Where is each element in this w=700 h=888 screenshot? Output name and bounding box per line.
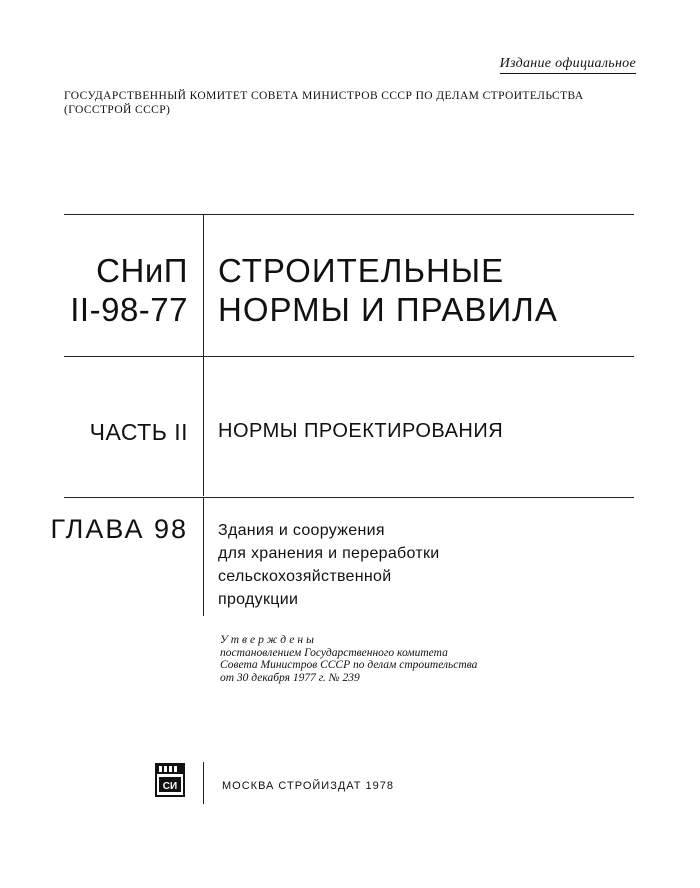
approval-line-2: постановлением Государственного комитета bbox=[220, 646, 448, 659]
code-line-2: II-98-77 bbox=[70, 291, 188, 328]
chapter-title bbox=[218, 519, 440, 611]
divider-upper bbox=[203, 214, 204, 496]
chapter-title-line-3: сельскохозяйственной bbox=[218, 568, 392, 585]
rule-lower bbox=[64, 497, 634, 498]
svg-text:СИ: СИ bbox=[162, 781, 178, 792]
publisher-logo-icon bbox=[155, 763, 185, 797]
divider-footer bbox=[203, 762, 204, 804]
chapter-title-line-4: продукции bbox=[218, 591, 299, 608]
issuer-line-2: (ГОССТРОЙ СССР) bbox=[64, 104, 171, 116]
code-line-1: СНиП bbox=[96, 252, 188, 289]
divider-lower bbox=[203, 498, 204, 616]
publisher-line: МОСКВА СТРОЙИЗДАТ 1978 bbox=[222, 780, 395, 792]
title-line-2: НОРМЫ И ПРАВИЛА bbox=[218, 291, 558, 328]
document-title bbox=[218, 251, 558, 329]
document-code bbox=[70, 251, 188, 329]
rule-middle bbox=[64, 356, 634, 357]
chapter-title-line-2: для хранения и переработки bbox=[218, 545, 440, 562]
chapter-label: ГЛАВА 98 bbox=[50, 514, 188, 544]
title-line-1: СТРОИТЕЛЬНЫЕ bbox=[218, 252, 505, 289]
approval-note bbox=[220, 634, 477, 684]
issuer-line-1: ГОСУДАРСТВЕННЫЙ КОМИТЕТ СОВЕТА МИНИСТРОВ СССР ПО ДЕЛАМ СТРОИТЕЛЬСТВА bbox=[64, 90, 584, 102]
part-title: НОРМЫ ПРОЕКТИРОВАНИЯ bbox=[218, 420, 504, 442]
approval-line-4: от 30 декабря 1977 г. № 239 bbox=[220, 671, 360, 684]
chapter-title-line-1: Здания и сооружения bbox=[218, 522, 385, 539]
issuer-block bbox=[64, 89, 584, 117]
approval-word: Утверждены bbox=[220, 634, 317, 646]
rule-top bbox=[64, 214, 634, 215]
edition-note: Издание официальное bbox=[500, 56, 636, 74]
part-label: ЧАСТЬ II bbox=[89, 419, 188, 445]
approval-line-3: Совета Министров СССР по делам строительства bbox=[220, 659, 478, 671]
